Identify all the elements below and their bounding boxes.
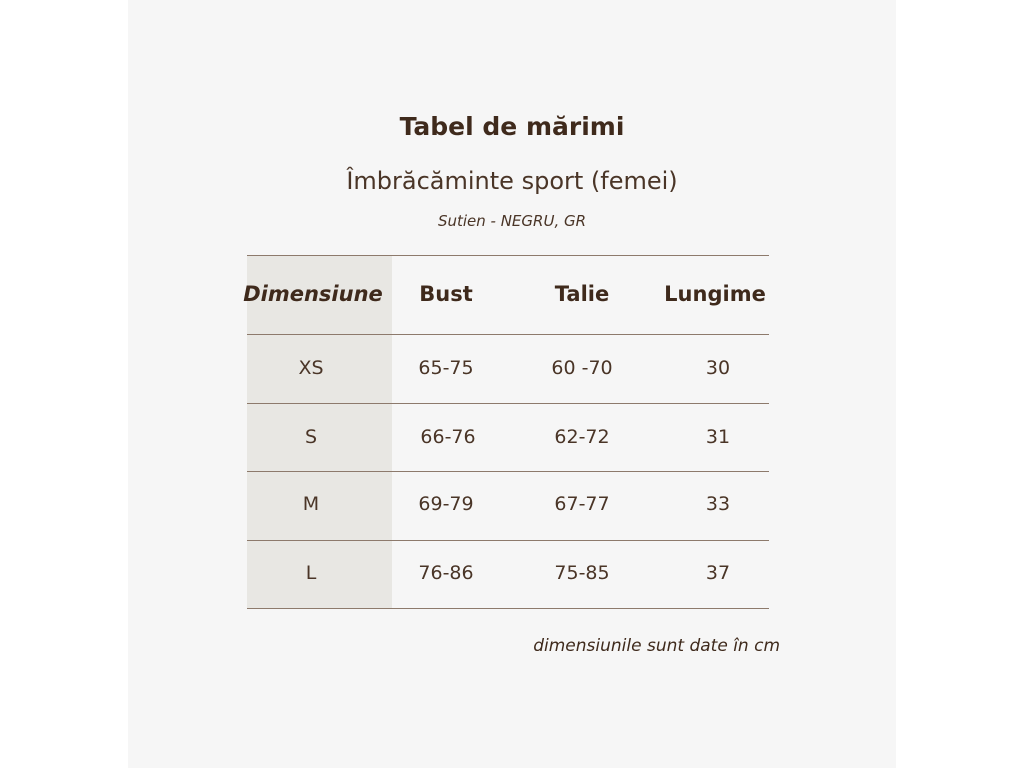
- table-cell-size: M: [302, 493, 320, 515]
- table-cell-talie: 67-77: [554, 493, 610, 515]
- table-cell-bust: 76-86: [418, 562, 474, 584]
- table-cell-size: S: [304, 426, 318, 448]
- table-cell-talie: 75-85: [554, 562, 610, 584]
- page-title: Tabel de mărimi: [399, 112, 625, 141]
- table-bottom-border: [247, 608, 769, 609]
- table-cell-lungime: 37: [705, 562, 731, 584]
- table-top-border: [247, 255, 769, 256]
- column-header-bust: Bust: [419, 282, 473, 306]
- column-header-talie: Talie: [554, 282, 610, 306]
- units-note: dimensiunile sunt date în cm: [533, 636, 780, 656]
- table-header-divider: [247, 334, 769, 335]
- table-cell-talie: 60 -70: [551, 357, 613, 379]
- table-row-divider: [247, 403, 769, 404]
- table-row-divider: [247, 471, 769, 472]
- table-cell-size: XS: [298, 357, 324, 379]
- table-cell-bust: 69-79: [418, 493, 474, 515]
- page-subtitle: Îmbrăcăminte sport (femei): [346, 167, 678, 195]
- table-cell-lungime: 31: [705, 426, 731, 448]
- table-cell-bust: 66-76: [420, 426, 476, 448]
- table-cell-lungime: 30: [705, 357, 731, 379]
- size-chart-card: [128, 0, 896, 768]
- table-cell-size: L: [305, 562, 317, 584]
- column-header-lungime: Lungime: [664, 282, 766, 306]
- table-row-divider: [247, 540, 769, 541]
- column-header-dimensiune: Dimensiune: [243, 282, 383, 306]
- product-variant: Sutien - NEGRU, GR: [437, 212, 587, 230]
- table-cell-lungime: 33: [705, 493, 731, 515]
- table-cell-bust: 65-75: [418, 357, 474, 379]
- table-cell-talie: 62-72: [554, 426, 610, 448]
